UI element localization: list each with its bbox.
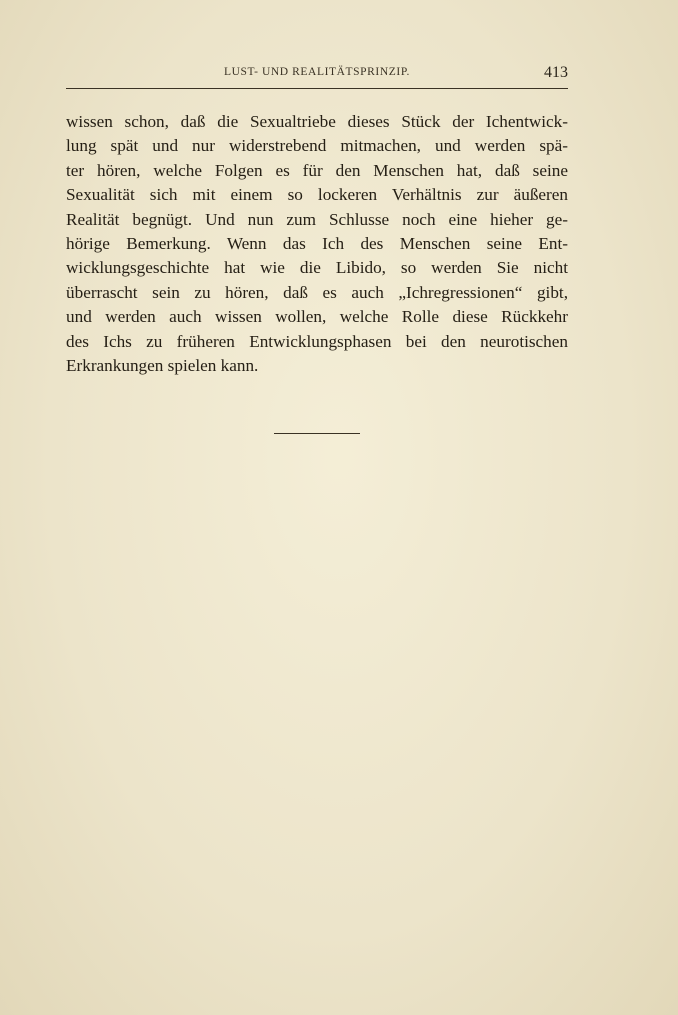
body-paragraph: [66, 110, 568, 378]
text-line: Sexualität sich mit einem so lockeren Verhältnis zur äußeren: [66, 185, 568, 205]
section-end-rule: [274, 433, 360, 434]
text-line: Erkrankungen spielen kann.: [66, 356, 259, 376]
page-number: 413: [544, 64, 568, 81]
text-line: ter hören, welche Folgen es für den Menschen hat, daß seine: [66, 160, 568, 180]
text-line: wissen schon, daß die Sexualtriebe dieses Stück der Ichentwick-: [66, 112, 568, 131]
running-title: LUST- UND REALITÄTSPRINZIP.: [223, 66, 411, 78]
text-line: wicklungsgeschichte hat wie die Libido, so werden Sie nicht: [66, 258, 568, 278]
page-header: [66, 66, 568, 92]
text-line: überrascht sein zu hören, daß es auch „Ichregressionen“ gibt,: [66, 282, 568, 302]
text-line: Realität begnügt. Und nun zum Schlusse noch eine hieher ge-: [66, 209, 568, 229]
header-rule: [66, 88, 568, 89]
text-line: hörige Bemerkung. Wenn das Ich des Menschen seine Ent-: [66, 234, 568, 254]
text-line: und werden auch wissen wollen, welche Rolle diese Rückkehr: [66, 307, 568, 327]
text-line: lung spät und nur widerstrebend mitmachen, und werden spä-: [66, 136, 568, 156]
text-line: des Ichs zu früheren Entwicklungsphasen bei den neurotischen: [66, 331, 568, 351]
